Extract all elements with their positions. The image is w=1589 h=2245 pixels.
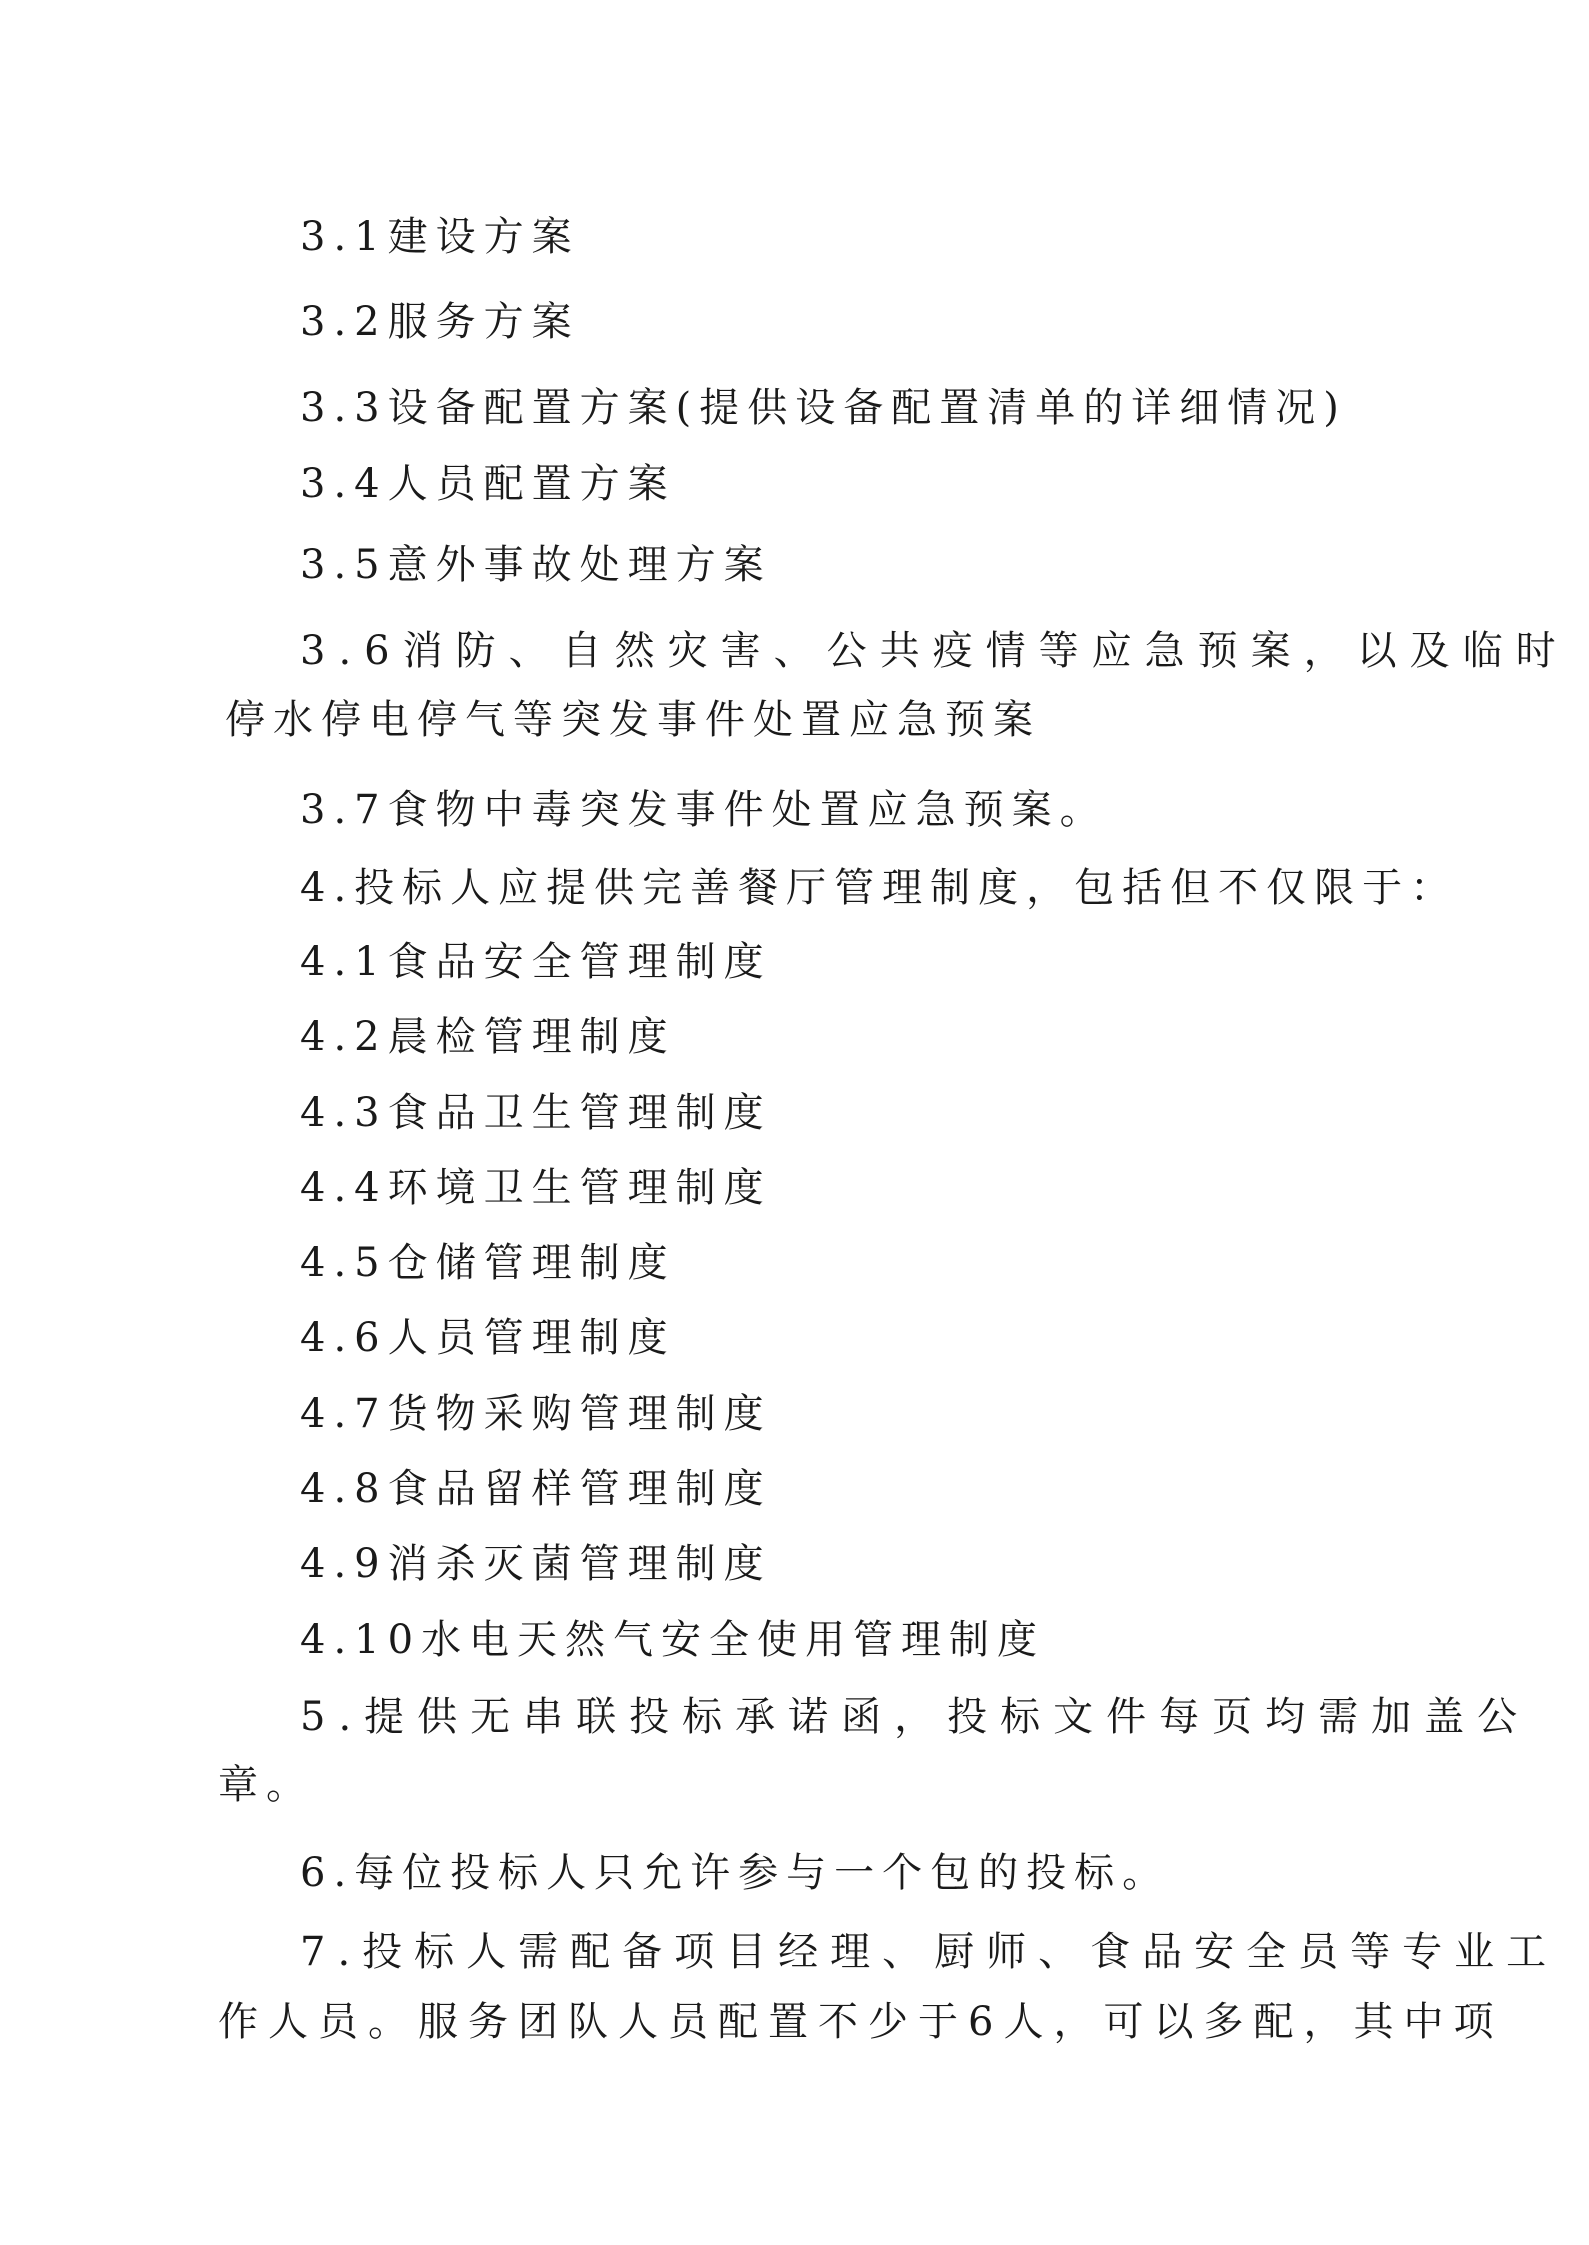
item-6: 6.每位投标人只允许参与一个包的投标。	[300, 1850, 1171, 1896]
item-7-line-2: 作人员。服务团队人员配置不少于6人，可以多配，其中项	[218, 1999, 1504, 2045]
item-3-6-line-1: 3.6消防、自然灾害、公共疫情等应急预案，以及临时	[300, 628, 1569, 674]
item-4-7: 4.7货物采购管理制度	[300, 1391, 772, 1437]
item-5-line-1: 5.提供无串联投标承诺函，投标文件每页均需加盖公	[300, 1694, 1531, 1740]
item-4-9: 4.9消杀灭菌管理制度	[300, 1541, 772, 1587]
item-4-heading: 4.投标人应提供完善餐厅管理制度，包括但不仅限于：	[300, 865, 1459, 911]
item-4-8: 4.8食品留样管理制度	[300, 1466, 772, 1512]
item-3-4: 3.4人员配置方案	[300, 461, 676, 507]
item-3-1: 3.1建设方案	[300, 214, 580, 260]
item-3-5: 3.5意外事故处理方案	[300, 542, 772, 588]
item-4-4: 4.4环境卫生管理制度	[300, 1165, 772, 1211]
item-3-3: 3.3设备配置方案(提供设备配置清单的详细情况)	[300, 385, 1347, 431]
item-3-6-line-2: 停水停电停气等突发事件处置应急预案	[225, 697, 1041, 743]
item-7-line-1: 7.投标人需配备项目经理、厨师、食品安全员等专业工	[300, 1929, 1559, 1975]
item-4-5: 4.5仓储管理制度	[300, 1240, 676, 1286]
item-4-10: 4.10水电天然气安全使用管理制度	[300, 1617, 1046, 1663]
item-4-6: 4.6人员管理制度	[300, 1315, 676, 1361]
item-4-2: 4.2晨检管理制度	[300, 1014, 676, 1060]
item-3-2: 3.2服务方案	[300, 299, 580, 345]
item-5-line-2: 章。	[218, 1762, 314, 1808]
item-4-1: 4.1食品安全管理制度	[300, 939, 772, 985]
item-3-7: 3.7食物中毒突发事件处置应急预案。	[300, 787, 1108, 833]
item-4-3: 4.3食品卫生管理制度	[300, 1090, 772, 1136]
